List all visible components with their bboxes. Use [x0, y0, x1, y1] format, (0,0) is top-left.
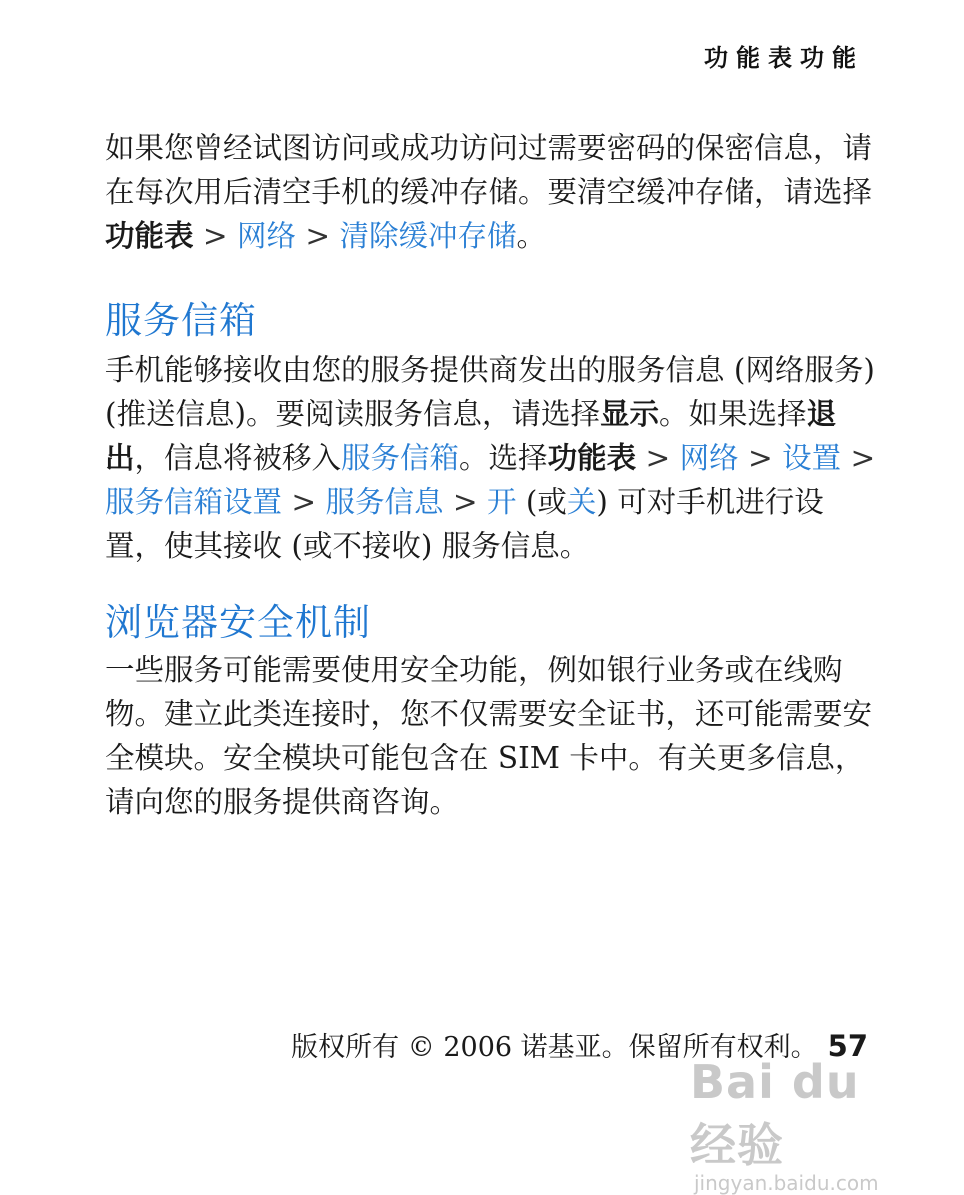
menu-path-network: 网络 [679, 441, 739, 475]
menu-path-menu: 功能表 [105, 219, 194, 253]
browser-security-paragraph: 一些服务可能需要使用安全功能，例如银行业务或在线购物。建立此类连接时，您不仅需要安全证书，还可能需要安全模块。安全模块可能包含在 SIM 卡中。有关更多信息，请向您的服务提供商咨询。 [105, 653, 873, 819]
watermark-logo: Bai du 经验 [690, 1055, 860, 1172]
inbox-text: 。选择 [459, 441, 548, 475]
inbox-text: (或 [516, 485, 567, 519]
path-separator: > [738, 441, 783, 475]
path-separator: > [193, 219, 237, 253]
section-heading-service-inbox: 服务信箱 [105, 299, 257, 342]
option-show: 显示 [600, 397, 660, 431]
path-separator: > [296, 219, 340, 253]
menu-path-network: 网络 [237, 219, 297, 253]
link-service-inbox: 服务信箱 [341, 441, 460, 475]
menu-path-settings: 设置 [782, 441, 842, 475]
inbox-text: ) 可对手机进行设置，使其接收 (或不接收) 服务信息。 [105, 485, 824, 563]
inbox-text: 。如果选择 [659, 397, 807, 431]
copyright-notice: 版权所有 © 2006 诺基亚。保留所有权利。 [291, 1032, 818, 1063]
option-exit: 退出 [105, 397, 837, 475]
path-separator: > [443, 485, 487, 519]
page-number: 57 [827, 1029, 868, 1063]
intro-text: 如果您曾经试图访问或成功访问过需要密码的保密信息，请在每次用后清空手机的缓冲存储。要清空缓冲存储，请选择 [105, 131, 873, 209]
menu-path-service-messages: 服务信息 [325, 485, 444, 519]
watermark-url: jingyan.baidu.com [694, 1171, 879, 1195]
option-off: 关 [566, 485, 597, 519]
running-header: 功能表功能 [704, 44, 864, 72]
path-separator: > [636, 441, 680, 475]
baidu-jingyan-watermark [690, 1055, 920, 1195]
menu-path-inbox-settings: 服务信箱设置 [105, 485, 283, 519]
service-inbox-paragraph [105, 348, 880, 568]
menu-path-menu: 功能表 [547, 441, 637, 475]
path-separator: > [841, 441, 876, 475]
path-separator: > [282, 485, 326, 519]
intro-text-end: 。 [516, 219, 547, 253]
option-on: 开 [487, 485, 517, 519]
inbox-text: 手机能够接收由您的服务提供商发出的服务信息 (网络服务) (推送信息)。要阅读服务信息，请选择 [105, 353, 875, 431]
section-heading-browser-security: 浏览器安全机制 [105, 601, 371, 644]
menu-path-clear-cache: 清除缓冲存储 [339, 219, 517, 253]
intro-paragraph [105, 126, 880, 258]
inbox-text: ，信息将被移入 [134, 441, 342, 475]
